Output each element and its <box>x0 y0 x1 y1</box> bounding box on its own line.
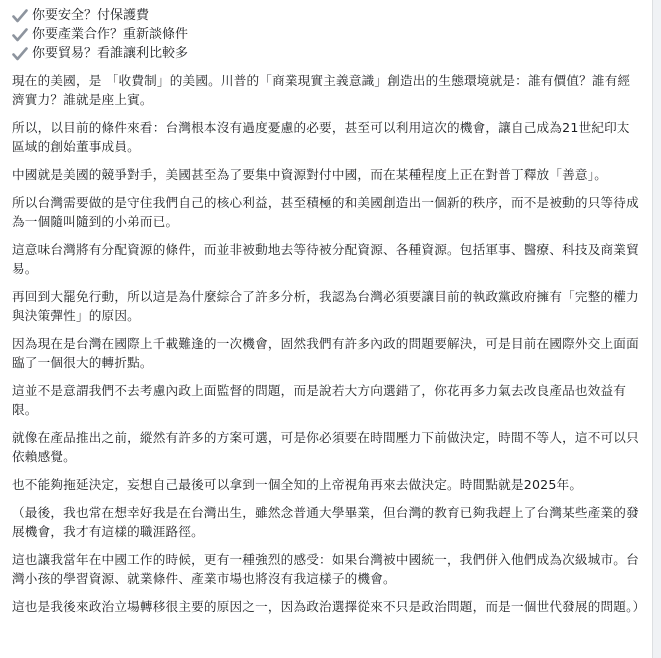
checklist-text: 你要安全？付保護費 <box>32 8 150 23</box>
paragraph: 中國就是美國的競爭對手，美國甚至為了要集中資源對付中國，而在某種程度上正在對普丁釋放「善意」。 <box>12 167 608 182</box>
check-icon <box>12 9 28 23</box>
paragraph: 所以，以目前的條件來看：台灣根本沒有過度憂慮的必要，甚至可以利用這次的機會，讓自己成為21世紀印太區域的創始董事成員。 <box>12 120 630 154</box>
checklist-text: 你要貿易？看誰讓利比較多 <box>32 46 189 61</box>
paragraph: 也不能夠拖延決定，妄想自己最後可以拿到一個全知的上帝視角再來去做決定。時間點就是2025年。 <box>12 477 583 492</box>
paragraph: 這並不是意謂我們不去考慮內政上面監督的問題，而是說若大方向選錯了，你花再多力氣去改良產品也效益有限。 <box>12 383 627 417</box>
checklist-item <box>12 25 642 44</box>
paragraph: 再回到大罷免行動，所以這是為什麼綜合了許多分析，我認為台灣必須要讓目前的執政黨政府擁有「完整的權力與決策彈性」的原因。 <box>12 289 639 323</box>
check-icon <box>12 28 28 42</box>
paragraph: 這意味台灣將有分配資源的條件，而並非被動地去等待被分配資源、各種資源。包括軍事、醫療、科技及商業貿易。 <box>12 242 639 276</box>
paragraph: 就像在產品推出之前，縱然有許多的方案可選，可是你必須要在時間壓力下前做決定，時間不等人，這不可以只依賴感覺。 <box>12 430 639 464</box>
post-body <box>12 6 646 625</box>
checklist-item <box>12 44 642 63</box>
checklist-item <box>12 6 642 25</box>
paragraph: 這也是我後來政治立場轉移很主要的原因之一，因為政治選擇從來不只是政治問題，而是一個世代發展的問題。） <box>12 599 646 614</box>
paragraph: 所以台灣需要做的是守住我們自己的核心利益，甚至積極的和美國創造出一個新的秩序，而不是被動的只等待成為一個隨叫隨到的小弟而已。 <box>12 195 639 229</box>
paragraph: （最後，我也常在想幸好我是在台灣出生，雖然念普通大學畢業，但台灣的教育已夠我趕上了台灣某些產業的發展機會，我才有這樣的職涯路徑。 <box>12 505 639 539</box>
checklist-text: 你要產業合作？重新談條件 <box>32 27 189 42</box>
check-icon <box>12 47 28 61</box>
paragraph: 因為現在是台灣在國際上千載難逢的一次機會，固然我們有許多內政的問題要解決，可是目前在國際外交上面面臨了一個很大的轉折點。 <box>12 336 639 370</box>
paragraph: 現在的美國，是 「收費制」的美國。川普的「商業現實主義意識」創造出的生態環境就是：誰有價值？誰有經濟實力？誰就是座上賓。 <box>12 73 631 107</box>
paragraph: 這也讓我當年在中國工作的時候，更有一種強烈的感受：如果台灣被中國統一，我們併入他們成為次級城市。台灣小孩的學習資源、就業條件、產業市場也將沒有我這樣子的機會。 <box>12 552 639 586</box>
scrollbar-track[interactable] <box>652 0 661 658</box>
